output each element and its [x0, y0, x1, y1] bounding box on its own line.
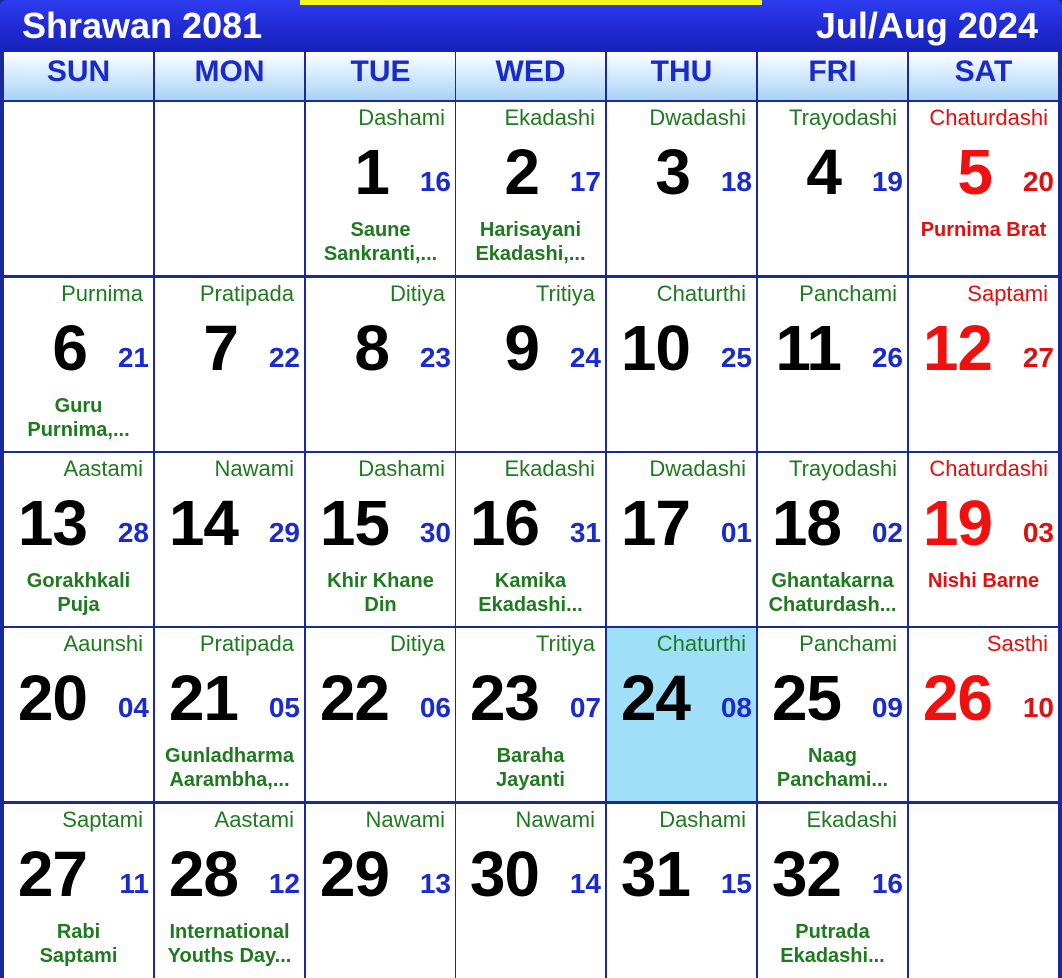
nepali-day-number: 31: [620, 838, 690, 910]
day-cell-9[interactable]: [456, 278, 605, 451]
english-date: 16: [871, 868, 903, 899]
tithi-label: Dwadashi: [649, 456, 746, 481]
day-cell-26[interactable]: [909, 628, 1058, 801]
english-date: 19: [871, 166, 903, 197]
weekday-tue: TUE: [306, 52, 455, 100]
english-date: 12: [268, 868, 300, 899]
english-date: 14: [569, 868, 601, 899]
day-cell-19[interactable]: [909, 453, 1058, 626]
english-date: 29: [268, 517, 300, 548]
nepali-day-number: 3: [655, 136, 690, 208]
day-cell-32[interactable]: [758, 804, 907, 978]
day-cell-17[interactable]: [607, 453, 756, 626]
weekday-sun: SUN: [4, 52, 153, 100]
event-label: Rabi Saptami: [39, 921, 118, 967]
tithi-label: Tritiya: [535, 281, 595, 306]
english-date: 06: [419, 692, 451, 723]
english-date: 18: [720, 166, 752, 197]
event-label: Khir Khane Din: [327, 570, 434, 616]
day-cell-24[interactable]: [607, 628, 756, 801]
event-label: Saune Sankranti,...: [323, 219, 438, 265]
day-cell-12[interactable]: [909, 278, 1058, 451]
tithi-label: Chaturthi: [656, 631, 746, 656]
day-cell-25[interactable]: [758, 628, 907, 801]
day-cell-28[interactable]: [155, 804, 304, 978]
event-label: International Youths Day...: [167, 921, 292, 967]
day-cell-4[interactable]: [758, 102, 907, 275]
english-date: 26: [871, 342, 903, 373]
tithi-label: Nawami: [365, 807, 445, 832]
english-date: 25: [720, 342, 752, 373]
event-label: Putrada Ekadashi...: [780, 921, 885, 967]
tithi-label: Panchami: [799, 631, 897, 656]
tithi-label: Ekadashi: [504, 456, 595, 481]
english-date: 23: [419, 342, 451, 373]
day-cell-13[interactable]: [4, 453, 153, 626]
day-cell-7[interactable]: [155, 278, 304, 451]
day-cell-30[interactable]: [456, 804, 605, 978]
tithi-label: Saptami: [967, 281, 1048, 306]
english-date: 04: [117, 692, 149, 723]
english-date: 07: [569, 692, 601, 723]
empty-day-cell: [909, 804, 1058, 978]
nepali-day-number: 26: [922, 662, 992, 734]
tithi-label: Dwadashi: [649, 105, 746, 130]
nepali-day-number: 27: [17, 838, 87, 910]
weekday-mon: MON: [155, 52, 304, 100]
nepali-day-number: 23: [469, 662, 539, 734]
day-cell-6[interactable]: [4, 278, 153, 451]
tithi-label: Saptami: [62, 807, 143, 832]
nepali-day-number: 2: [504, 136, 539, 208]
english-date: 20: [1022, 166, 1054, 197]
english-date: 05: [268, 692, 300, 723]
nepali-day-number: 18: [771, 487, 841, 559]
english-date: 09: [871, 692, 903, 723]
event-label: Gunladharma Aarambha,...: [165, 745, 294, 791]
day-cell-16[interactable]: [456, 453, 605, 626]
english-date: 03: [1022, 517, 1054, 548]
top-highlight-bar: [300, 0, 762, 5]
day-cell-14[interactable]: [155, 453, 304, 626]
tithi-label: Chaturdashi: [929, 456, 1048, 481]
english-date: 24: [569, 342, 601, 373]
event-label: Purnima Brat: [920, 219, 1047, 241]
english-date: 15: [720, 868, 752, 899]
event-label: Kamika Ekadashi...: [478, 570, 583, 616]
tithi-label: Dashami: [358, 105, 445, 130]
day-cell-8[interactable]: [306, 278, 455, 451]
nepali-day-number: 7: [203, 312, 238, 384]
english-date: 10: [1022, 692, 1054, 723]
day-cell-21[interactable]: [155, 628, 304, 801]
nepali-day-number: 14: [168, 487, 238, 559]
nepali-day-number: 4: [806, 136, 841, 208]
english-date: 08: [720, 692, 752, 723]
nepali-day-number: 13: [17, 487, 87, 559]
tithi-label: Ekadashi: [806, 807, 897, 832]
english-date: 30: [419, 517, 451, 548]
event-label: Harisayani Ekadashi,...: [475, 219, 586, 265]
nepali-day-number: 20: [17, 662, 87, 734]
event-label: Ghantakarna Chaturdash...: [768, 570, 897, 616]
nepali-day-number: 30: [469, 838, 539, 910]
english-date: 21: [117, 342, 149, 373]
day-cell-23[interactable]: [456, 628, 605, 801]
tithi-label: Tritiya: [535, 631, 595, 656]
empty-day-cell: [155, 102, 304, 275]
day-cell-3[interactable]: [607, 102, 756, 275]
weekday-sat: SAT: [909, 52, 1058, 100]
english-date: 27: [1022, 342, 1054, 373]
nepali-day-number: 11: [775, 312, 841, 384]
event-label: Baraha Jayanti: [496, 745, 565, 791]
nepali-day-number: 5: [957, 136, 992, 208]
nepali-day-number: 21: [168, 662, 238, 734]
english-date: 16: [419, 166, 451, 197]
nepali-day-number: 28: [168, 838, 238, 910]
tithi-label: Purnima: [61, 281, 143, 306]
nepali-day-number: 22: [319, 662, 389, 734]
nepali-day-number: 10: [620, 312, 690, 384]
english-date: 17: [569, 166, 601, 197]
nepali-day-number: 17: [620, 487, 690, 559]
tithi-label: Dashami: [659, 807, 746, 832]
nepali-day-number: 24: [620, 662, 690, 734]
nepali-day-number: 1: [354, 136, 389, 208]
nepali-day-number: 16: [469, 487, 539, 559]
english-date: 01: [720, 517, 752, 548]
day-cell-10[interactable]: [607, 278, 756, 451]
day-cell-2[interactable]: [456, 102, 605, 275]
tithi-label: Pratipada: [199, 281, 294, 306]
weekday-fri: FRI: [758, 52, 907, 100]
event-label: Guru Purnima,...: [27, 395, 130, 441]
nepali-day-number: 15: [319, 487, 389, 559]
english-date: 11: [119, 868, 149, 899]
day-cell-31[interactable]: [607, 804, 756, 978]
tithi-label: Trayodashi: [788, 105, 897, 130]
nepali-day-number: 25: [771, 662, 841, 734]
event-label: Nishi Barne: [927, 570, 1040, 592]
tithi-label: Ditiya: [389, 631, 445, 656]
nepali-day-number: 19: [922, 487, 992, 559]
nepali-day-number: 32: [771, 838, 841, 910]
weekday-thu: THU: [607, 52, 756, 100]
english-date: 28: [117, 517, 149, 548]
day-cell-27[interactable]: [4, 804, 153, 978]
tithi-label: Aastami: [214, 807, 294, 832]
english-date: 31: [569, 517, 601, 548]
nepali-day-number: 9: [504, 312, 539, 384]
nepali-month-title[interactable]: Shrawan 2081: [22, 5, 263, 46]
tithi-label: Ekadashi: [504, 105, 595, 130]
english-month-title[interactable]: Jul/Aug 2024: [815, 5, 1038, 46]
english-date: 13: [419, 868, 451, 899]
day-cell-1[interactable]: [306, 102, 455, 275]
english-date: 02: [871, 517, 903, 548]
day-cell-18[interactable]: [758, 453, 907, 626]
tithi-label: Chaturthi: [656, 281, 746, 306]
event-label: Naag Panchami...: [776, 745, 889, 791]
tithi-label: Pratipada: [199, 631, 294, 656]
day-cell-11[interactable]: [758, 278, 907, 451]
day-cell-20[interactable]: [4, 628, 153, 801]
nepali-day-number: 29: [319, 838, 389, 910]
event-label: Gorakhkali Puja: [26, 570, 131, 616]
tithi-label: Sasthi: [986, 631, 1048, 656]
empty-day-cell: [4, 102, 153, 275]
tithi-label: Ditiya: [389, 281, 445, 306]
calendar-title-bar: [0, 0, 1062, 52]
weekday-wed: WED: [456, 52, 605, 100]
weekday-header: [0, 52, 1062, 102]
tithi-label: Panchami: [799, 281, 897, 306]
tithi-label: Aastami: [63, 456, 143, 481]
nepali-day-number: 12: [922, 312, 992, 384]
day-cell-29[interactable]: [306, 804, 455, 978]
nepali-day-number: 6: [52, 312, 87, 384]
english-date: 22: [268, 342, 300, 373]
day-cell-5[interactable]: [909, 102, 1058, 275]
tithi-label: Nawami: [515, 807, 595, 832]
tithi-label: Aaunshi: [63, 631, 143, 656]
nepali-day-number: 8: [354, 312, 389, 384]
tithi-label: Dashami: [358, 456, 445, 481]
day-cell-15[interactable]: [306, 453, 455, 626]
tithi-label: Chaturdashi: [929, 105, 1048, 130]
tithi-label: Nawami: [214, 456, 294, 481]
tithi-label: Trayodashi: [788, 456, 897, 481]
day-cell-22[interactable]: [306, 628, 455, 801]
